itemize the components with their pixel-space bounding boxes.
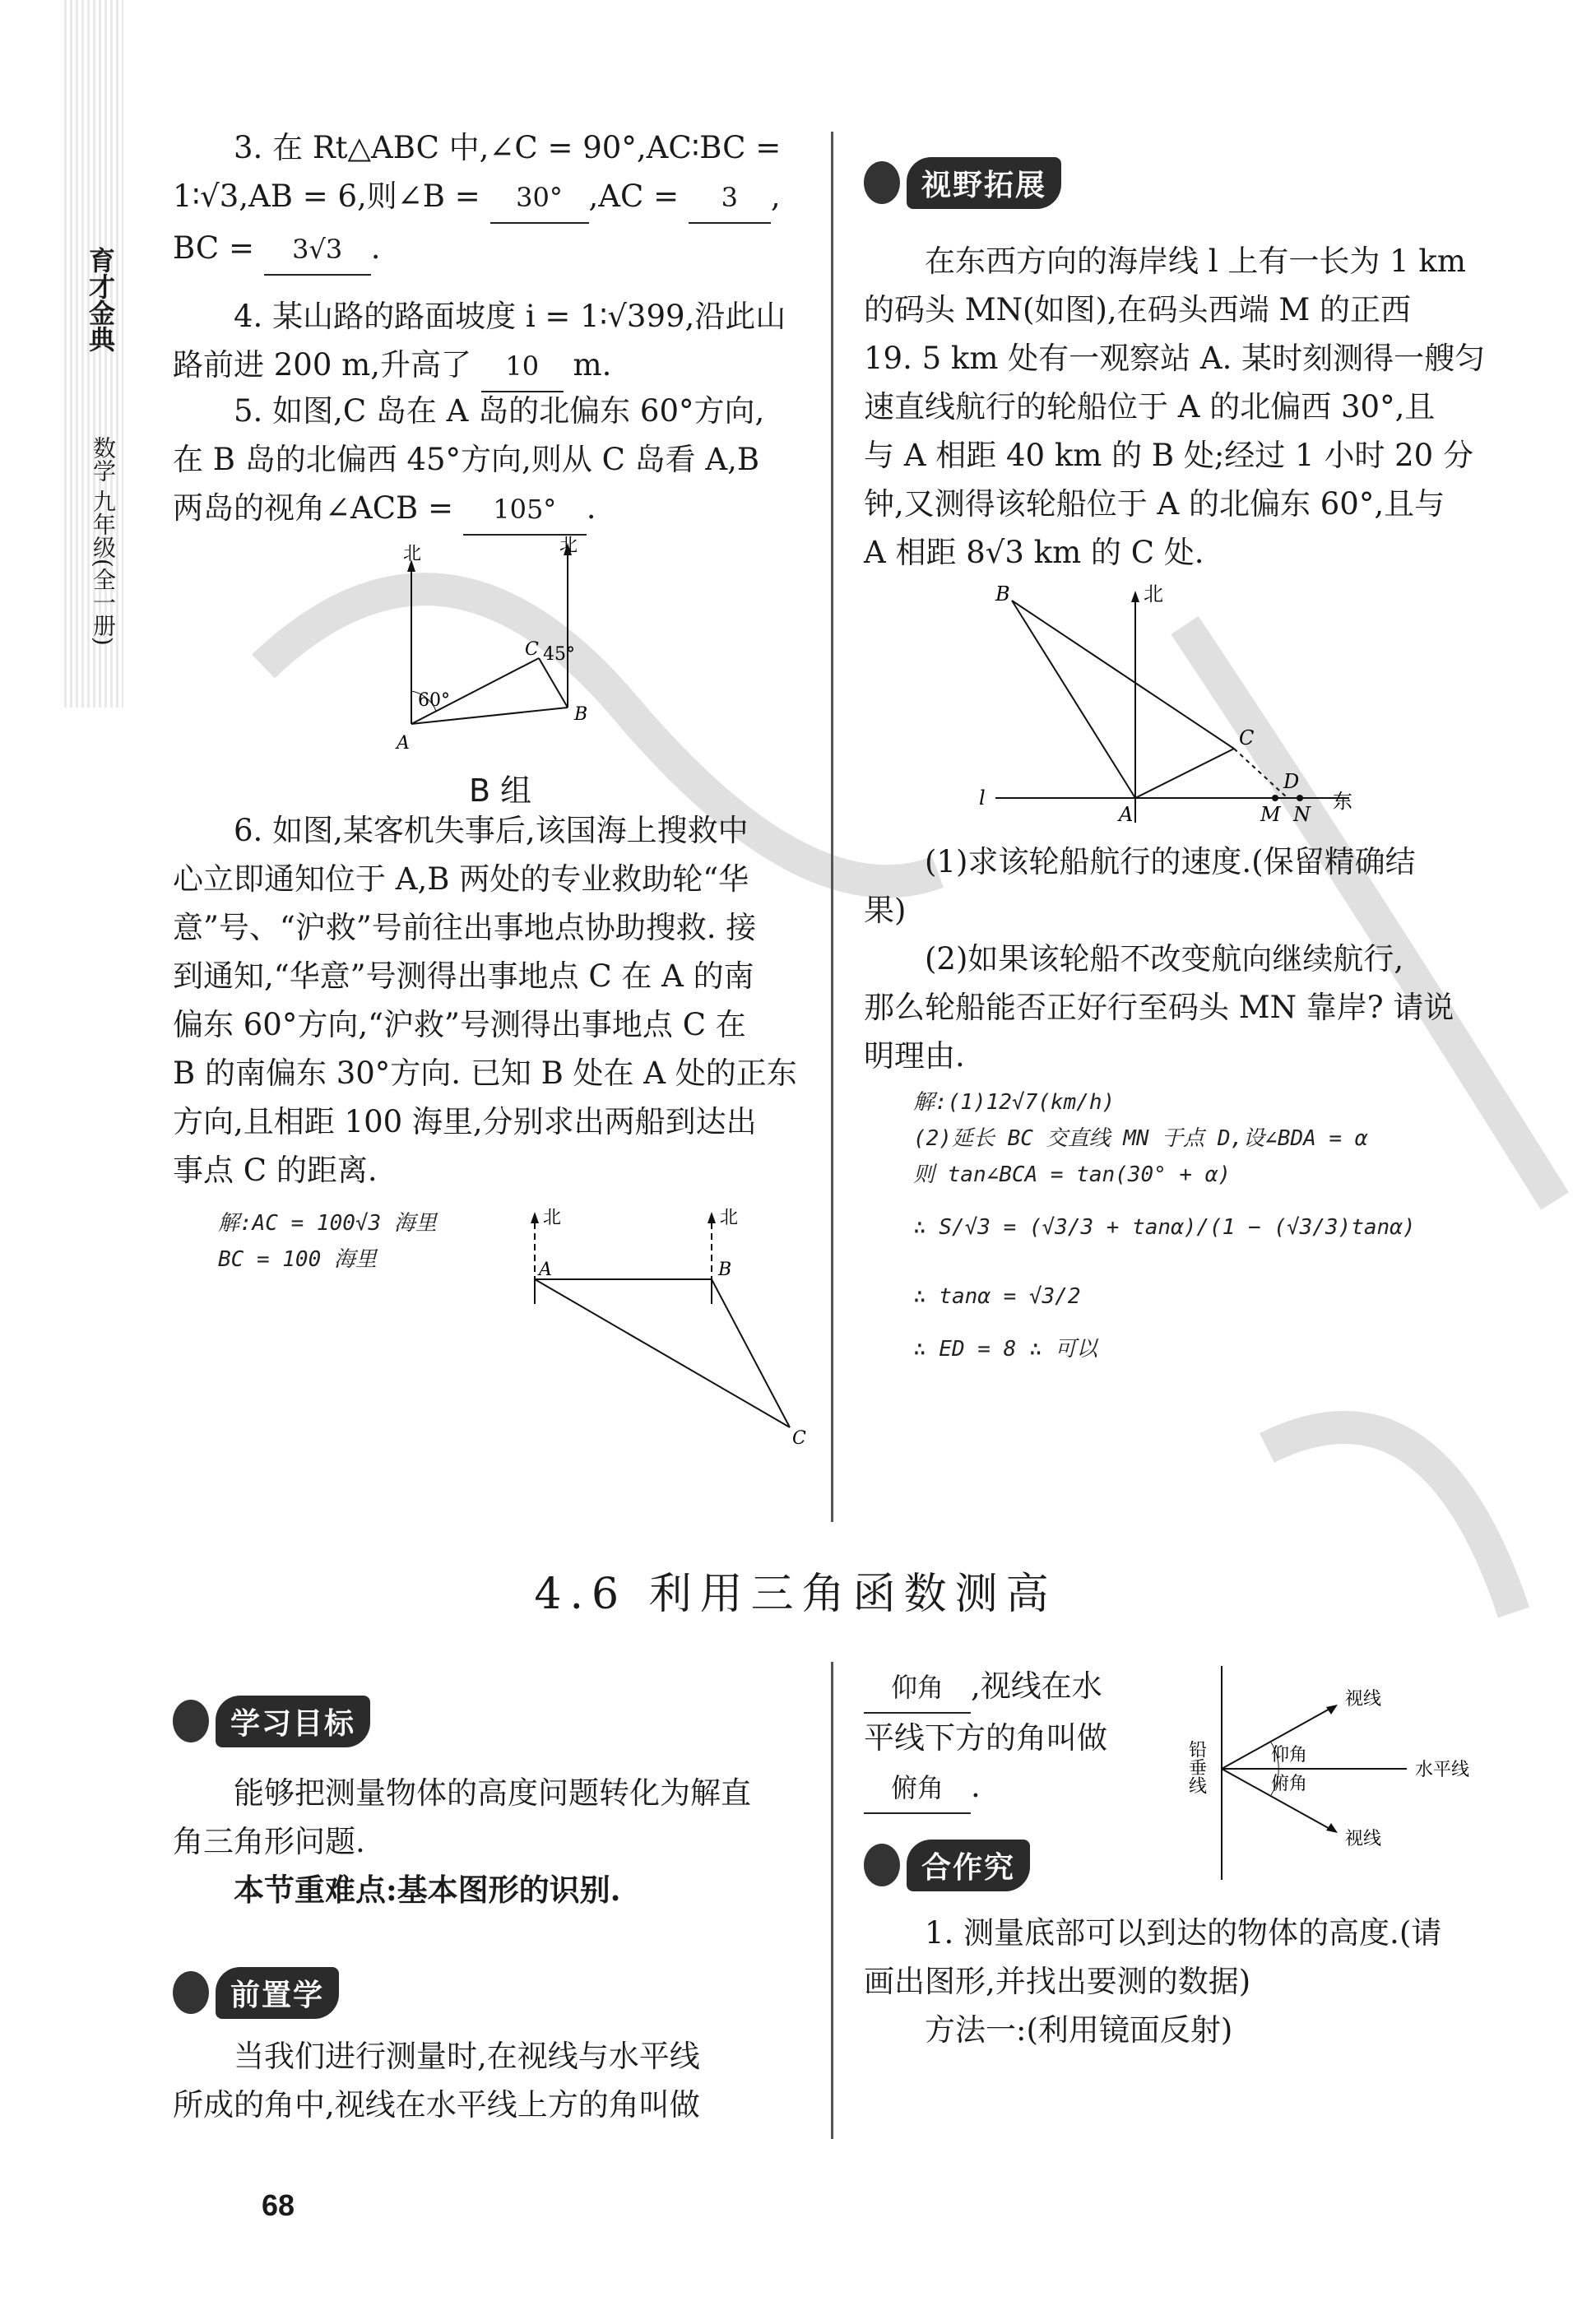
- vision-banner: [864, 156, 1061, 209]
- vision-line: 19. 5 km 处有一观察站 A. 某时刻测得一艘匀: [864, 341, 1486, 376]
- vision-q1-line: (1)求该轮船航行的速度.(保留精确结: [925, 844, 1416, 879]
- vision-line: 速直线航行的轮船位于 A 的北偏西 30°,且: [864, 389, 1436, 425]
- q5-line2: 在 B 岛的北偏西 45°方向,则从 C 岛看 A,B: [173, 442, 760, 477]
- vision-line: 在东西方向的海岸线 l 上有一长为 1 km: [925, 244, 1466, 279]
- fig5-label-c: C: [525, 639, 539, 660]
- q6-line: 偏东 60°方向,“沪救”号测得出事地点 C 在: [173, 1007, 746, 1042]
- goal-cube-icon: [173, 1700, 209, 1742]
- vision-handwritten-answer: [913, 1084, 1489, 1367]
- goal-text: [173, 1769, 806, 1914]
- figv-label-a: A: [1119, 803, 1134, 826]
- pre-text: [173, 2032, 806, 2129]
- fig6-north-a: 北: [543, 1208, 562, 1228]
- goal-line: 角三角形问题.: [173, 1824, 365, 1859]
- group-b-heading: B 组: [469, 773, 532, 809]
- q3-text-b: 1∶√3,AB = 6,则∠B =: [173, 179, 480, 214]
- q3-line3: [173, 224, 806, 276]
- vision-hand-line: ∴ ED = 8 ∴ 可以: [913, 1337, 1098, 1362]
- q6-line: 事点 C 的距离.: [173, 1153, 378, 1188]
- column-divider-bottom: [831, 1662, 833, 2139]
- vision-line: 与 A 相距 40 km 的 B 处;经过 1 小时 20 分: [864, 438, 1473, 473]
- pre-check-icon: [173, 1971, 209, 2014]
- q6-figure: [514, 1197, 819, 1460]
- vision-figure: [979, 576, 1374, 839]
- q3-tail: ,: [770, 179, 781, 214]
- fig5-angle-45: 45°: [543, 644, 575, 665]
- figang-plumb: 铅垂线: [1185, 1740, 1207, 1794]
- figv-label-b: B: [995, 582, 1010, 605]
- vision-questions: [864, 837, 1497, 1080]
- vision-line: 的码头 MN(如图),在码头西端 M 的正西: [864, 292, 1412, 327]
- coop-text: [864, 1909, 1497, 2054]
- fig5-north-a: 北: [403, 544, 422, 564]
- q5-figure: [378, 535, 625, 765]
- question-4: [173, 292, 806, 392]
- def-text1: ,视线在水: [971, 1668, 1102, 1704]
- q5-answer: 105°: [463, 485, 587, 536]
- q6-line: 意”号、“沪救”号前往出事地点协助搜救. 接: [173, 910, 757, 945]
- vision-hand-line: 解:(1)12√7(km/h): [913, 1090, 1116, 1115]
- q6-handwritten-answer: [218, 1205, 437, 1278]
- goal-banner: [173, 1695, 370, 1747]
- question-6: [173, 806, 806, 1195]
- q4-unit: m.: [573, 347, 612, 383]
- q5-text-c: 两岛的视角∠ACB =: [173, 490, 453, 526]
- fig5-north-b: 北: [559, 536, 578, 556]
- q3-mid: ,AC =: [588, 179, 680, 214]
- fig5-angle-60: 60°: [418, 690, 450, 711]
- vision-q2-line: 那么轮船能否正好行至码头 MN 靠岸? 请说: [864, 990, 1454, 1025]
- def-line3: [864, 1762, 1209, 1814]
- q6-answer-ac: 解:AC = 100√3 海里: [218, 1211, 437, 1236]
- fig6-label-c: C: [792, 1428, 806, 1449]
- q6-line: 心立即通知位于 A,B 两处的专业救助轮“华: [173, 861, 749, 897]
- q6-line: B 的南偏东 30°方向. 已知 B 处在 A 处的正东: [173, 1056, 797, 1091]
- q3-answer-ac: 3: [689, 174, 771, 224]
- q3-answer-bc: 3√3: [264, 225, 371, 276]
- q6-answer-bc: BC = 100 海里: [218, 1247, 377, 1272]
- vision-hand-line: ∴ tanα = √3/2: [913, 1284, 1081, 1309]
- coop-badge: 合作究: [907, 1840, 1030, 1891]
- vision-problem: [864, 237, 1497, 577]
- q4-line1: 4. 某山路的路面坡度 i = 1∶√399,沿此山: [234, 299, 786, 334]
- def-line2: 平线下方的角叫做: [864, 1720, 1107, 1756]
- figang-sight-bottom: 视线: [1345, 1829, 1382, 1849]
- q4-line2: [173, 341, 806, 392]
- fig5-label-b: B: [574, 704, 588, 725]
- coop-line: 1. 测量底部可以到达的物体的高度.(请: [925, 1915, 1442, 1951]
- book-subject: 数学 九年级(全一册): [90, 436, 117, 646]
- coop-method: 方法一:(利用镜面反射): [925, 2012, 1233, 2048]
- book-title: 育才金典: [85, 247, 116, 352]
- vision-q2-line: (2)如果该轮船不改变航向继续航行,: [925, 941, 1404, 977]
- q5-line1: 5. 如图,C 岛在 A 岛的北偏东 60°方向,: [234, 393, 765, 429]
- vision-q2-line: 明理由.: [864, 1038, 965, 1074]
- q6-line: 到通知,“华意”号测得出事地点 C 在 A 的南: [173, 958, 754, 994]
- figang-elevation: 仰角: [1271, 1745, 1308, 1765]
- q3-answer-angle-b: 30°: [490, 174, 589, 224]
- goal-badge: 学习目标: [216, 1696, 370, 1747]
- coop-banner: [864, 1839, 1030, 1891]
- goal-line: 能够把测量物体的高度问题转化为解直: [234, 1775, 751, 1811]
- figang-sight-top: 视线: [1345, 1689, 1382, 1710]
- vision-hand-line: (2)延长 BC 交直线 MN 于点 D,设∠BDA = α: [913, 1126, 1368, 1151]
- goal-key-point: 本节重难点:基本图形的识别.: [234, 1872, 621, 1908]
- question-3: [173, 123, 806, 276]
- def-answer-elevation: 仰角: [864, 1663, 971, 1714]
- figang-horizontal: 水平线: [1415, 1760, 1470, 1780]
- coop-figure-icon: [864, 1844, 900, 1886]
- figv-label-c: C: [1239, 726, 1255, 749]
- figv-north: 北: [1144, 582, 1163, 605]
- vision-line: 钟,又测得该轮船位于 A 的北偏东 60°,且与: [864, 486, 1445, 522]
- vision-figure-icon: [864, 161, 900, 204]
- coop-line: 画出图形,并找出要测的数据): [864, 1964, 1251, 1999]
- vision-hand-line: 则 tan∠BCA = tan(30° + α): [913, 1162, 1232, 1187]
- fig6-label-a: A: [539, 1260, 552, 1280]
- page-number: 68: [262, 2188, 295, 2222]
- angle-definition: [864, 1662, 1209, 1814]
- vision-badge: 视野拓展: [907, 157, 1061, 209]
- figv-east: 东: [1333, 790, 1352, 813]
- figv-label-l: l: [979, 786, 986, 810]
- figang-depression: 俯角: [1271, 1774, 1308, 1794]
- question-5: [173, 387, 806, 536]
- q3-text-c: BC =: [173, 230, 254, 266]
- def-end: .: [971, 1769, 981, 1804]
- q6-line: 方向,且相距 100 海里,分别求出两船到达出: [173, 1104, 757, 1139]
- vision-line: A 相距 8√3 km 的 C 处.: [864, 535, 1204, 570]
- pre-badge: 前置学: [216, 1967, 339, 2019]
- pre-line: 当我们进行测量时,在视线与水平线: [234, 2039, 700, 2074]
- angle-figure: [1185, 1662, 1506, 1884]
- fig6-north-b: 北: [720, 1208, 739, 1228]
- pre-banner: [173, 1966, 339, 2019]
- fig6-label-b: B: [718, 1260, 732, 1280]
- column-divider-top: [831, 132, 833, 1522]
- def-line1: [864, 1662, 1209, 1714]
- q3-line2: [173, 172, 806, 224]
- q5-line3: [173, 484, 806, 536]
- q5-end: .: [586, 490, 596, 526]
- section-title: 4.6 利用三角函数测高: [534, 1570, 1057, 1619]
- figv-label-d: D: [1283, 770, 1300, 793]
- q3-end: .: [370, 230, 381, 266]
- def-answer-depression: 俯角: [864, 1764, 971, 1814]
- pre-line: 所成的角中,视线在水平线上方的角叫做: [173, 2087, 700, 2123]
- figv-label-m: M: [1260, 803, 1281, 826]
- figv-label-n: N: [1293, 803, 1311, 826]
- q4-text-b: 路前进 200 m,升高了: [173, 347, 471, 383]
- vision-hand-line: ∴ S/√3 = (√3/3 + tanα)/(1 − (√3/3)tanα): [913, 1215, 1416, 1240]
- q3-line1: 3. 在 Rt△ABC 中,∠C = 90°,AC∶BC =: [234, 130, 782, 165]
- fig5-label-a: A: [397, 733, 410, 754]
- q6-line: 6. 如图,某客机失事后,该国海上搜救中: [234, 813, 749, 848]
- q4-answer: 10: [481, 342, 564, 392]
- vision-q1-line: 果): [864, 893, 907, 928]
